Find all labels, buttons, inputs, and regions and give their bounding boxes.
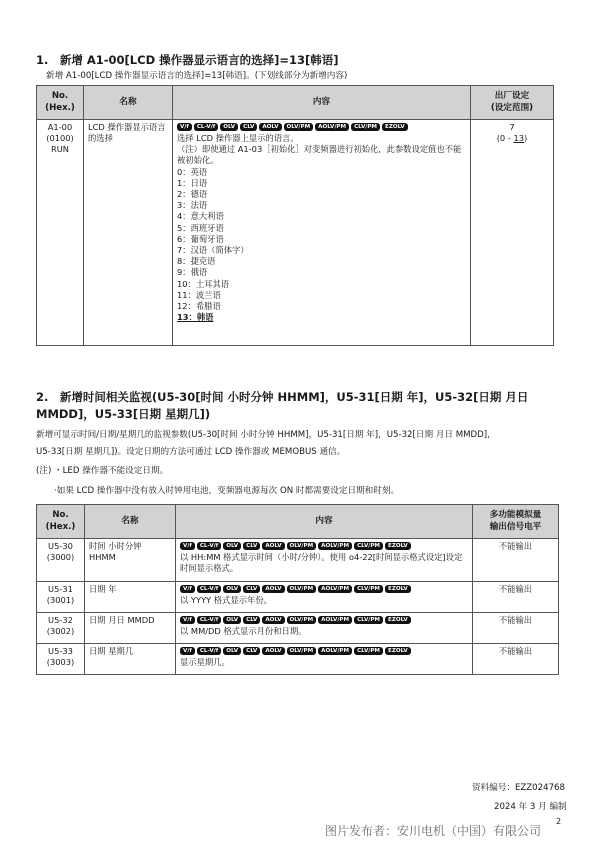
mode-badge: EZOLV [385,616,411,624]
mode-badge: V/f [180,542,195,550]
language-item: 8：捷克语 [177,256,216,267]
header-no: No. (Hex.) [37,505,85,539]
section2-table [36,504,559,675]
param-name: LCD 操作器显示语言的选择 [84,120,173,346]
analog-output-value: 不能输出 [473,539,559,582]
mode-badge: CLV/PM [354,616,383,624]
mode-badge: AOLV [262,585,284,593]
mode-badge: CLV/PM [354,585,383,593]
monitor-number-cell: U5-30 (3000) [37,539,85,582]
watermark: 图片发布者：安川电机（中国）有限公司 [325,824,542,838]
section2-heading-line2: MMDD]，U5-33[日期 星期几]) [36,407,211,421]
mode-badge: CL-V/f [197,647,221,655]
monitor-name: 日期 月日 MMDD [85,613,176,644]
monitor-name: 日期 年 [85,582,176,613]
language-item: 4：意大利语 [177,211,224,222]
section2-para1: 新增可显示时间/日期/星期几的监视参数(U5-30[时间 小时分钟 HHMM]，U5-31[日期 年]，U5-32[日期 月日 MMDD]， [36,430,496,440]
header-no: No. (Hex.) [37,86,84,120]
mode-badge: CLV [243,647,260,655]
table-row [37,613,559,644]
mode-badge: AOLV/PM [318,585,352,593]
mode-badge: OLV/PM [287,616,317,624]
monitor-number-cell: U5-32 (3002) [37,613,85,644]
section1-table [36,85,554,346]
mode-badge: OLV/PM [287,542,317,550]
section2-para2: U5-33[日期 星期几])。设定日期的方法可通过 LCD 操作器或 MEMOBUS 通信。 [36,447,346,457]
section2-heading-line1: 2. 新增时间相关监视(U5-30[时间 小时分钟 HHMM]，U5-31[日期 年]，U5-32[日期 月日 [36,390,529,404]
monitor-number-cell: U5-33 (3003) [37,644,85,675]
control-mode-badges [180,542,468,550]
language-item: 11：波兰语 [177,289,221,300]
language-list [177,167,466,324]
mode-badge: AOLV/PM [318,542,352,550]
language-item: 2：德语 [177,189,208,200]
header-default: 出厂设定 (设定范围) [471,86,554,120]
document-date: 2024 年 3 月 编制 [494,802,567,812]
mode-badge: EZOLV [382,123,408,131]
language-item: 12：希腊语 [177,301,221,312]
section2-note1: (注) ・LED 操作器不能设定日期。 [36,466,169,476]
control-mode-badges [180,585,468,593]
table-row [37,120,554,346]
mode-badge: CL-V/f [197,616,221,624]
mode-badge: V/f [180,585,195,593]
language-item: 1：日语 [177,177,208,188]
monitor-name: 日期 星期几 [85,644,176,675]
analog-output-value: 不能输出 [473,644,559,675]
language-item-new: 13：韩语 [177,312,214,323]
mode-badge: AOLV/PM [315,123,349,131]
mode-badge: V/f [180,647,195,655]
header-name: 名称 [84,86,173,120]
mode-badge: OLV [223,585,241,593]
param-number-cell [37,120,84,346]
mode-badge: OLV [223,616,241,624]
mode-badge: AOLV [262,647,284,655]
header-name: 名称 [85,505,176,539]
control-mode-badges [180,647,468,655]
monitor-content: V/f CL-V/f OLV CLV AOLV OLV/PM AOLV/PM CLV/PM EZOLV 以 YYYY 格式显示年份。 [176,582,473,613]
language-item: 6：葡萄牙语 [177,233,224,244]
mode-badge: V/f [180,616,195,624]
language-item: 10：土耳其语 [177,278,230,289]
monitor-content: V/f CL-V/f OLV CLV AOLV OLV/PM AOLV/PM CLV/PM EZOLV 以 MM/DD 格式显示月份和日期。 [176,613,473,644]
section1-heading: 1. 新增 A1-00[LCD 操作器显示语言的选择]=13[韩语] [36,53,339,67]
param-hex: (0100) [46,133,74,144]
mode-badge: OLV/PM [287,585,317,593]
mode-badge: CLV [240,123,257,131]
table-row [37,539,559,582]
section1-intro: 新增 A1-00[LCD 操作器显示语言的选择]=13[韩语]。(下划线部分为新增内容) [46,71,348,81]
content-note: （注）即使通过 A1-03［初始化］对变频器进行初始化，此参数设定值也不能被初始化。 [177,144,462,166]
setting-range: (0 - 13) [496,133,528,144]
monitor-number-cell: U5-31 (3001) [37,582,85,613]
analog-output-value: 不能输出 [473,582,559,613]
mode-badge: V/f [177,123,192,131]
mode-badge: EZOLV [385,585,411,593]
mode-badge: AOLV/PM [318,647,352,655]
default-value: 7 [509,122,515,132]
mode-badge: CLV/PM [354,647,383,655]
run-label: RUN [50,144,70,155]
section2-note2: ·如果 LCD 操作器中没有放入时钟用电池，变频器电源每次 ON 时都需要设定日期和时刻。 [54,486,400,496]
monitor-name: 时间 小时分钟 HHMM [85,539,176,582]
header-content: 内容 [176,505,473,539]
monitor-content: V/f CL-V/f OLV CLV AOLV OLV/PM AOLV/PM CLV/PM EZOLV 以 HH:MM 格式显示时间（小时/分钟）。使用 o4-22[时间显示格式设定]设定时间显示格式。 [176,539,473,582]
mode-badge: AOLV [262,616,284,624]
mode-badge: CL-V/f [197,542,221,550]
mode-badge: CL-V/f [197,585,221,593]
header-analog-output: 多功能模拟量 输出信号电平 [473,505,559,539]
mode-badge: OLV/PM [284,123,314,131]
mode-badge: CL-V/f [194,123,218,131]
monitor-content: V/f CL-V/f OLV CLV AOLV OLV/PM AOLV/PM CLV/PM EZOLV 显示星期几。 [176,644,473,675]
language-item: 9：俄语 [177,267,208,278]
page-number: 2 [556,817,562,826]
language-item: 7：汉语（简体字） [177,245,249,256]
table-row [37,644,559,675]
mode-badge: OLV [223,542,241,550]
mode-badge: CLV [243,542,260,550]
mode-badge: OLV/PM [287,647,317,655]
mode-badge: CLV [243,585,260,593]
param-content [173,120,471,346]
mode-badge: CLV [243,616,260,624]
language-item: 0：英语 [177,166,208,177]
mode-badge: AOLV [262,542,284,550]
mode-badge: CLV/PM [354,542,383,550]
header-content: 内容 [173,86,471,120]
mode-badge: OLV [220,123,238,131]
mode-badge: EZOLV [385,647,411,655]
control-mode-badges [177,123,466,131]
mode-badge: AOLV/PM [318,616,352,624]
default-cell [471,120,554,346]
content-desc: 选择 LCD 操作器上显示的语言。 [177,133,299,143]
mode-badge: AOLV [259,123,281,131]
document-number: 资料编号：EZZ024768 [472,783,565,793]
analog-output-value: 不能输出 [473,613,559,644]
param-number: A1-00 [47,122,73,132]
mode-badge: CLV/PM [351,123,380,131]
mode-badge: EZOLV [385,542,411,550]
language-item: 5：西班牙语 [177,222,224,233]
control-mode-badges [180,616,468,624]
table-row [37,582,559,613]
mode-badge: OLV [223,647,241,655]
language-item: 3：法语 [177,200,208,211]
